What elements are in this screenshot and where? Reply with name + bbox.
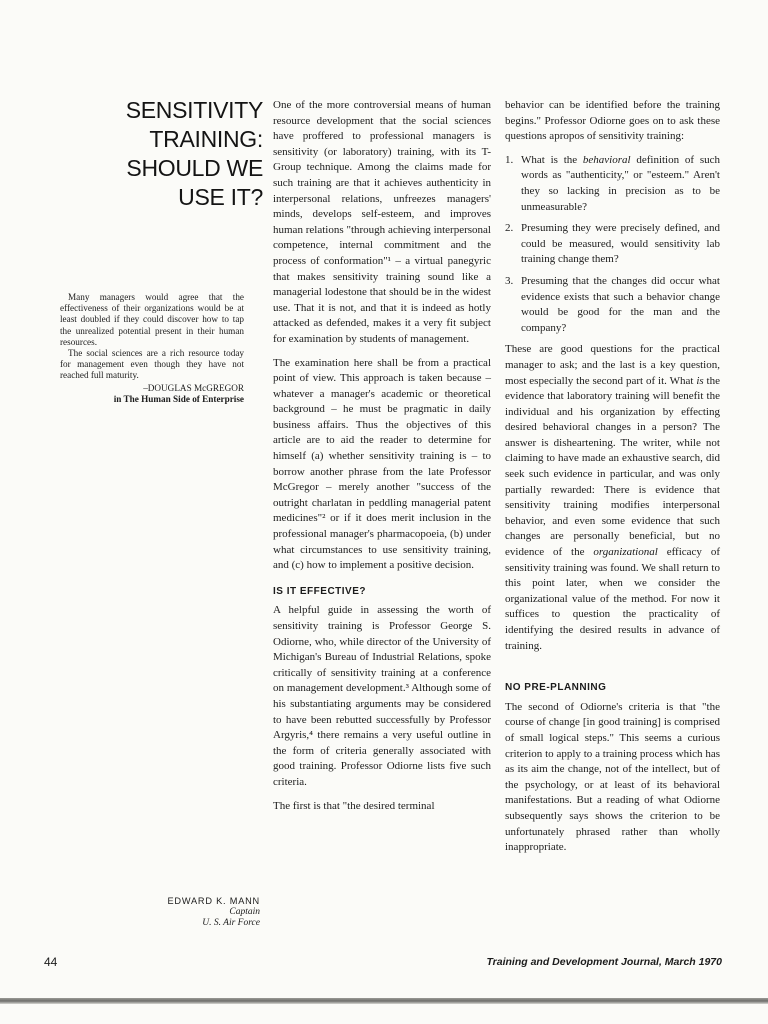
body-paragraph: One of the more controversial means of human resource development that the social sciences have proffered to professional managers is sensitivity (or laboratory) training, with its T-Group technique. Among the claims made for such training are that it achieves authenticity in interpersonal relations, unfreezes managers' minds, develops self-esteem, and improves human relations "through achieving interpersonal competence, internal commitment and the process of conformation"¹ – a virtual panegyric that makes sensitivity training sound like a managerial lodestone that should be in the widest use. That it is not, and that it is indeed as hotly attacked as defended, makes it a very fit subject for examination by students of management.	[273, 99, 491, 345]
epigraph-attribution: –DOUGLAS McGREGOR	[143, 382, 244, 393]
body-paragraph: The first is that "the desired terminal	[273, 799, 435, 812]
title-line: SHOULD WE	[126, 155, 263, 181]
list-number: 1.	[505, 153, 514, 166]
author-name: EDWARD K. MANN	[167, 896, 260, 906]
section-heading: IS IT EFFECTIVE?	[273, 585, 367, 597]
list-text: Presuming that the changes did occur what evidence exists that such a behavior change would be good for the man and the company?	[521, 274, 720, 334]
body-emphasis: organizational	[593, 546, 658, 559]
title-line: SENSITIVITY	[125, 97, 263, 123]
body-paragraph: behavior can be identified before the training begins." Professor Odiorne goes on to ask these questions apropos of sensitivity training:	[505, 99, 720, 143]
list-item	[505, 153, 720, 215]
question-list	[505, 153, 720, 337]
body-emphasis: is	[696, 374, 704, 387]
list-number: 2.	[505, 222, 514, 235]
body-text: These are good questions for the practical manager to ask; and the last is a key question, most especially the second part of it. What	[505, 343, 720, 387]
title-line: TRAINING:	[149, 126, 263, 152]
list-number: 3.	[505, 274, 514, 287]
body-paragraph: A helpful guide in assessing the worth of sensitivity training is Professor George S. Odiorne, who, while director of the University of Michigan's Bureau of Industrial Relations, spoke critically of sensitivity training at a conference on management development.³ Although some of his substantiating arguments may be considered to have been rebutted successfully by Professor Argyris,⁴ there remains a very useful outline in the form of criteria generally associated with good training. Professor Odiorne lists five such criteria.	[273, 604, 491, 788]
epigraph-paragraph: Many managers would agree that the effectiveness of their organizations would be at least doubled if they could discover how to tap the unrealized potential present in their human resources.	[60, 292, 244, 347]
list-text: Presuming they were precisely defined, and could be measured, would sensitivity lab training change them?	[521, 222, 720, 266]
list-item	[505, 221, 720, 268]
title-line: USE IT?	[178, 184, 263, 210]
body-text: the evidence that laboratory training will benefit the individual and his organization by effecting desired behavioral changes in a person? The answer is disheartening. The writer, while not claiming to have made an exhaustive search, did seek such evidence in particular, and was only partially rewarded: There is evidence that sensitivity training modifies interpersonal behavior, and even some evidence that such changes are personally beneficial, but no evidence of the	[505, 374, 720, 559]
article-column-3	[505, 98, 720, 864]
author-block	[167, 896, 260, 929]
body-paragraph: The second of Odiorne's criteria is that "the course of change [in good training] is comprised of small logical steps." This seems a curious criterion to apply to a training process which has as its aim the change, not of the intellect, but of the psychology, or at least of its behavioral manifestations. But a reading of what Odiorne subsequently says shows the criterion to be unfortunately phrased rather than wholly inappropriate.	[505, 700, 720, 854]
section-heading: NO PRE-PLANNING	[505, 682, 607, 694]
article-column-2	[273, 98, 491, 822]
author-rank: Captain	[229, 907, 260, 917]
page-number: 44	[44, 955, 58, 969]
list-emphasis: behavioral	[582, 153, 631, 166]
body-paragraph	[505, 342, 720, 654]
body-text: efficacy of sensitivity training was found. We shall return to this point later, when we consider the organizational value of the method. For now it suffices to question the practicality of identifying the desired results in advance of training.	[505, 546, 720, 652]
author-service: U. S. Air Force	[202, 918, 260, 928]
epigraph	[60, 292, 244, 405]
epigraph-paragraph: The social sciences are a rich resource today for management even though they have not reached full maturity.	[60, 348, 244, 381]
journal-citation: Training and Development Journal, March 1970	[486, 956, 722, 968]
article-title	[63, 96, 263, 212]
scan-edge-divider	[0, 998, 768, 1004]
list-item	[505, 274, 720, 336]
epigraph-source: in The Human Side of Enterprise	[113, 393, 244, 404]
body-paragraph: The examination here shall be from a practical point of view. This approach is taken because – whatever a manager's academic or theoretical background – he must be pragmatic in daily business affairs. Thus the objectives of this article are to aid the reader to determine for himself (a) whether sensitivity training is – to borrow another phrase from the late Professor McGregor – merely another "success of the outright charlatan in peddling managerial patent medicines"² or if it does merit inclusion in the professional manager's pharmacopoeia, (b) under what circumstances to use sensitivity training, and (c) how to implement a positive decision.	[273, 356, 491, 572]
list-text: definition of such words as "authenticity," or "esteem." Aren't they so lacking in precision as to be unmeasurable?	[521, 153, 720, 213]
list-text: What is the	[521, 153, 583, 166]
